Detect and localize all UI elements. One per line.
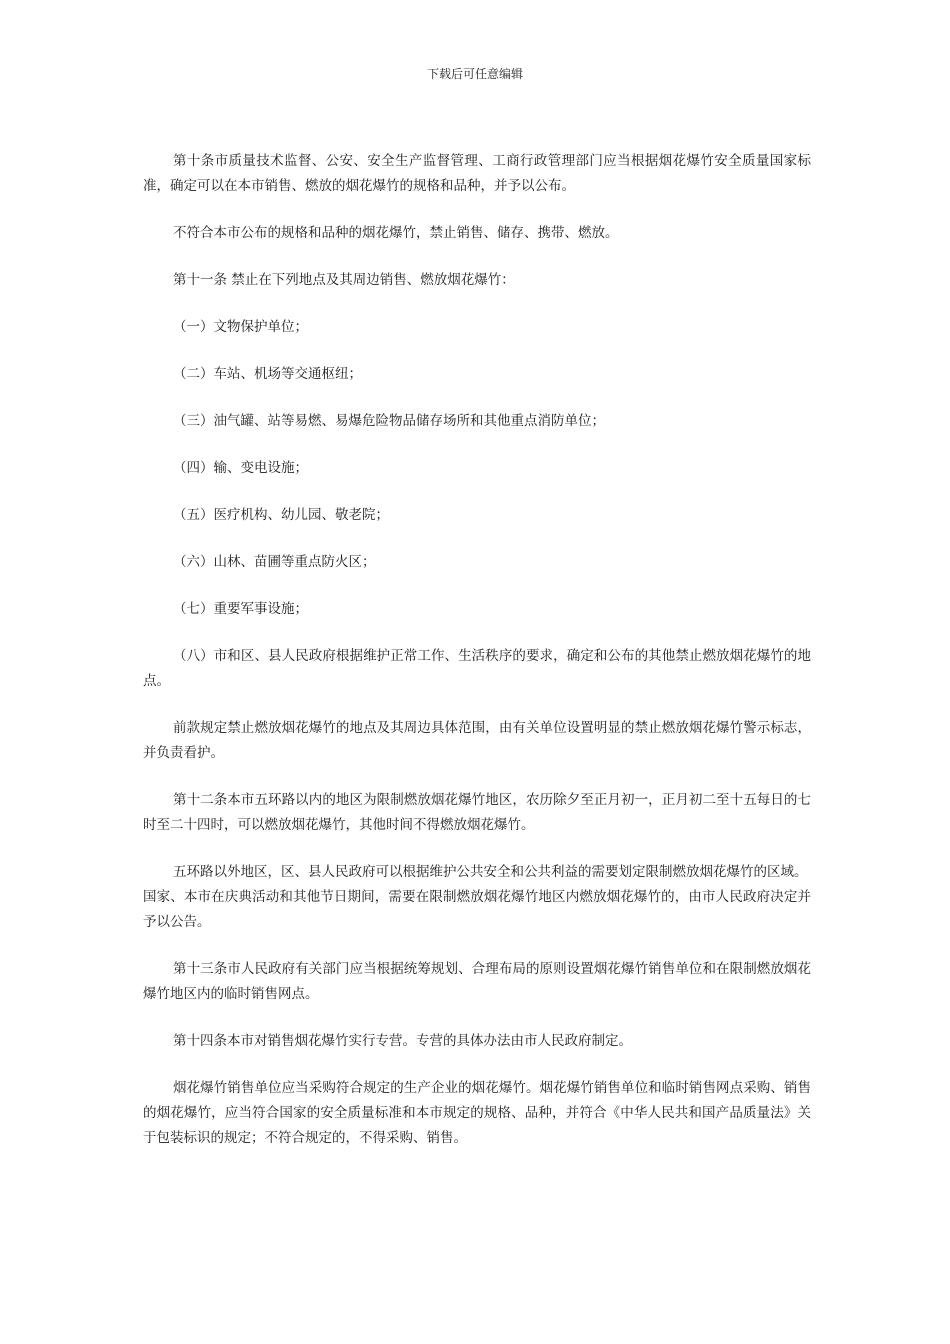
sales-unit-paragraph: 烟花爆竹销售单位应当采购符合规定的生产企业的烟花爆竹。烟花爆竹销售单位和临时销售网点采购、销售的烟花爆竹，应当符合国家的安全质量标准和本市规定的规格、品种，并符合《中华人民共和国产品质量法》关于包装标识的规定；不符合规定的，不得采购、销售。 — [143, 1080, 811, 1146]
list-item-4: （四）输、变电设施； — [173, 460, 308, 476]
article-10-prohibition: 不符合本市公布的规格和品种的烟花爆竹，禁止销售、储存、携带、燃放。 — [173, 225, 619, 241]
article-13-paragraph: 第十三条市人民政府有关部门应当根据统筹规划、合理布局的原则设置烟花爆竹销售单位和在限制燃放烟花爆竹地区内的临时销售网点。 — [143, 961, 811, 1002]
article-11-heading: 第十一条 禁止在下列地点及其周边销售、燃放烟花爆竹： — [173, 272, 515, 288]
article-12-paragraph: 第十二条本市五环路以内的地区为限制燃放烟花爆竹地区，农历除夕至正月初一，正月初二至十五每日的七时至二十四时，可以燃放烟花爆竹，其他时间不得燃放烟花爆竹。 — [143, 792, 811, 833]
list-item-5: （五）医疗机构、幼儿园、敬老院； — [173, 507, 389, 523]
warning-sign-paragraph: 前款规定禁止燃放烟花爆竹的地点及其周边具体范围，由有关单位设置明显的禁止燃放烟花爆竹警示标志，并负责看护。 — [143, 720, 811, 761]
article-14-paragraph: 第十四条本市对销售烟花爆竹实行专营。专营的具体办法由市人民政府制定。 — [173, 1033, 632, 1049]
list-item-6: （六）山林、苗圃等重点防火区； — [173, 554, 376, 570]
outer-ring-paragraph: 五环路以外地区，区、县人民政府可以根据维护公共安全和公共利益的需要划定限制燃放烟花爆竹的区域。 — [173, 864, 808, 880]
article-10-paragraph: 第十条市质量技术监督、公安、安全生产监督管理、工商行政管理部门应当根据烟花爆竹安全质量国家标准，确定可以在本市销售、燃放的烟花爆竹的规格和品种，并予以公布。 — [143, 153, 811, 194]
list-item-3: （三）油气罐、站等易燃、易爆危险物品储存场所和其他重点消防单位； — [173, 413, 605, 429]
list-item-7: （七）重要军事设施； — [173, 601, 308, 617]
list-item-1: （一）文物保护单位； — [173, 319, 308, 335]
list-item-2: （二）车站、机场等交通枢纽； — [173, 366, 362, 382]
celebration-paragraph: 国家、本市在庆典活动和其他节日期间，需要在限制燃放烟花爆竹地区内燃放烟花爆竹的，由市人民政府决定并予以公告。 — [143, 889, 811, 930]
list-item-8: （八）市和区、县人民政府根据维护正常工作、生活秩序的要求，确定和公布的其他禁止燃放烟花爆竹的地点。 — [143, 648, 811, 689]
page-header-note: 下载后可任意编辑 — [426, 67, 523, 81]
document-body — [143, 149, 811, 1173]
